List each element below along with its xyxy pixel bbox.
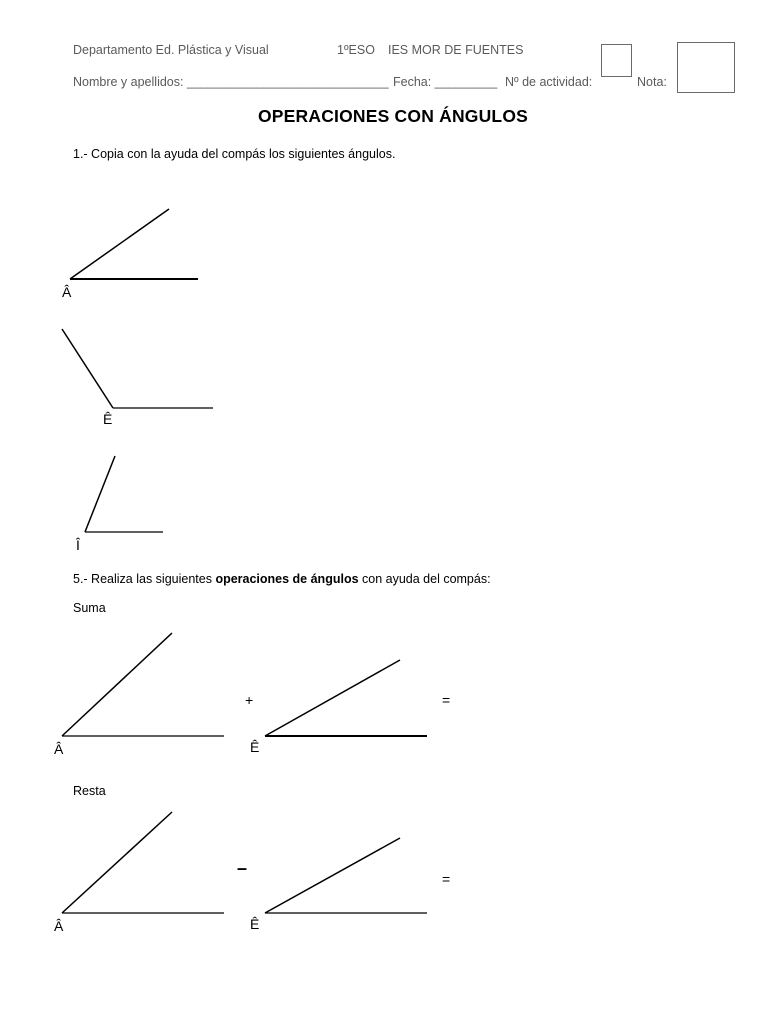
sum-angle-e-ray-upper (265, 660, 400, 736)
exercise-5-instruction-start: 5.- Realiza las siguientes (73, 572, 216, 586)
difference-angle-e-figure (265, 838, 427, 913)
grade-label: Nota: (637, 75, 667, 89)
difference-angle-e-ray-upper (265, 838, 400, 913)
exercise-5-instruction-bold: operaciones de ángulos (215, 572, 359, 586)
exercise-1-instruction: 1.- Copia con la ayuda del compás los siguientes ángulos. (73, 147, 396, 161)
plus-operator: + (245, 692, 254, 708)
sum-equals-sign: = (442, 692, 451, 708)
difference-heading: Resta (73, 784, 106, 798)
sum-angle-a-ray-upper (62, 633, 172, 736)
activity-number-label: Nº de actividad: (505, 75, 593, 89)
minus-operator: – (237, 858, 248, 878)
angle-e-figure (62, 329, 213, 408)
sum-angle-e-figure (265, 660, 427, 736)
angle-i-figure (85, 456, 163, 532)
name-field-label: Nombre y apellidos: _____________________________ (73, 75, 389, 89)
angle-e-ray-upper (62, 329, 113, 408)
course-label: 1ºESO (337, 43, 375, 57)
difference-angle-a-figure (62, 812, 224, 913)
sum-angle-a-figure (62, 633, 224, 736)
sum-angle-a-label: Â (54, 741, 64, 757)
department-label: Departamento Ed. Plástica y Visual (73, 43, 269, 57)
angle-i-ray-upper (85, 456, 115, 532)
angle-e-label: Ê (103, 411, 113, 427)
date-field-label: Fecha: _________ (393, 75, 498, 89)
difference-angle-a-ray-upper (62, 812, 172, 913)
exercise-5-instruction-end: con ayuda del compás: (358, 572, 491, 586)
angle-a-label: Â (62, 284, 72, 300)
sum-heading: Suma (73, 601, 106, 615)
difference-equals-sign: = (442, 871, 451, 887)
angle-a-ray-upper (70, 209, 169, 279)
sum-angle-e-label: Ê (250, 739, 260, 755)
difference-angle-a-label: Â (54, 918, 64, 934)
difference-angle-e-label: Ê (250, 916, 260, 932)
angle-i-label: Î (76, 537, 80, 553)
angle-a-figure (70, 209, 198, 279)
page-title: OPERACIONES CON ÁNGULOS (257, 106, 529, 126)
school-label: IES MOR DE FUENTES (388, 43, 524, 57)
